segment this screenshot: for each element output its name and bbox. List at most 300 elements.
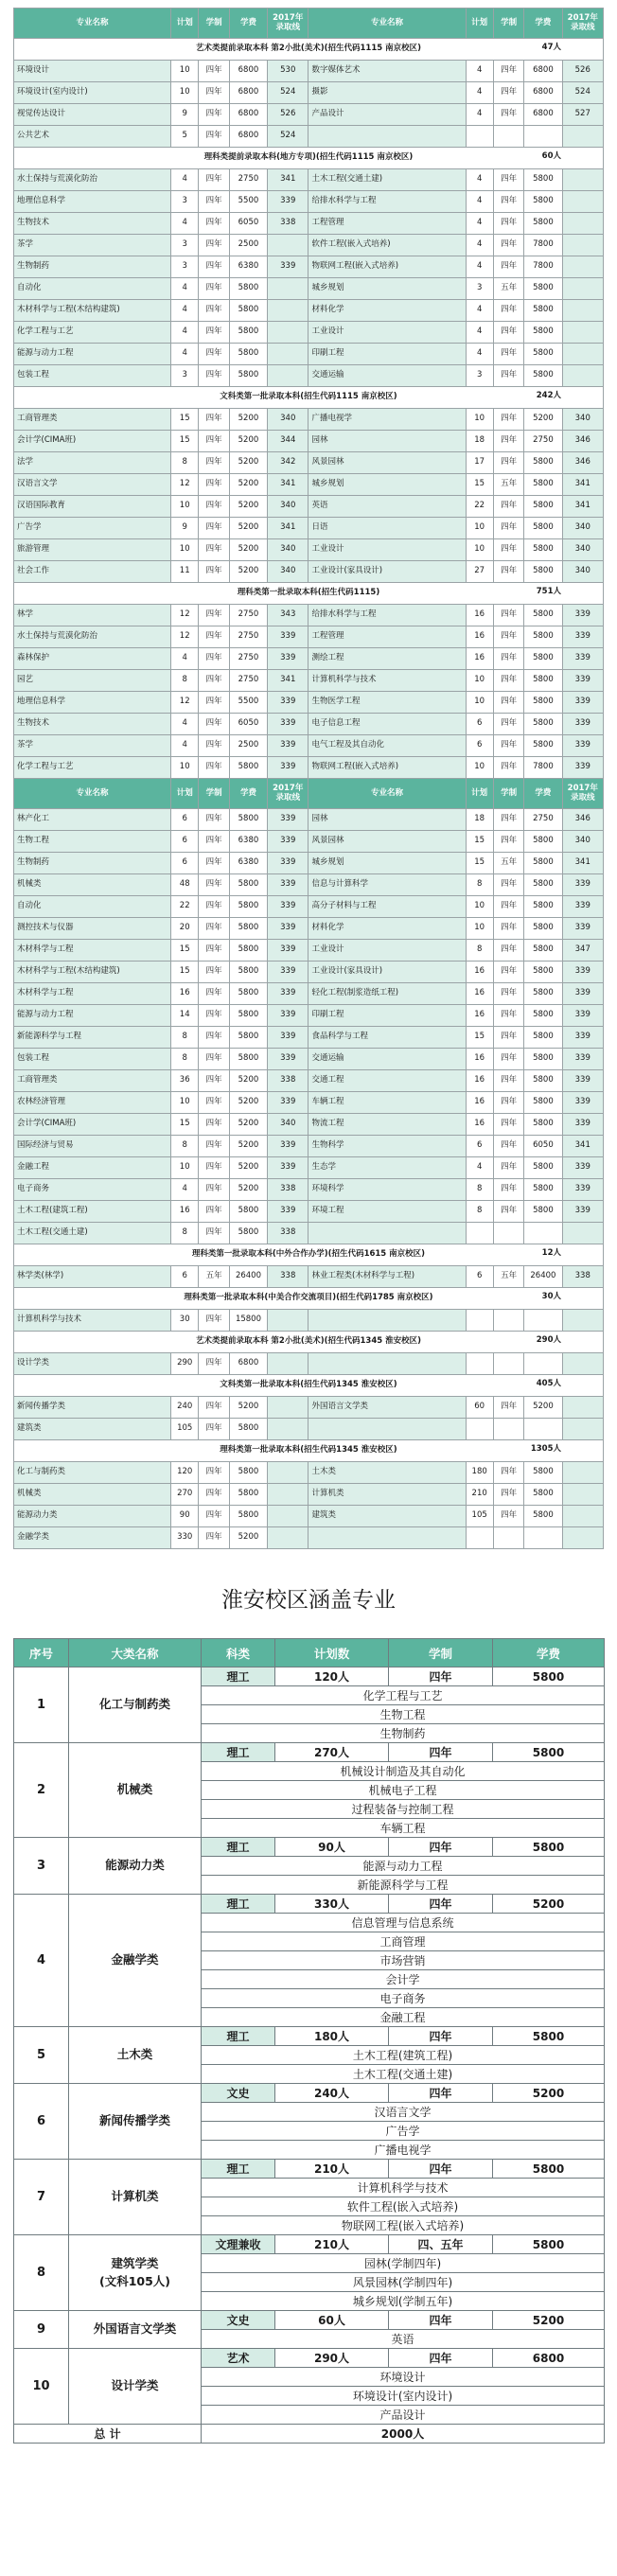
value-cell: 16: [466, 983, 493, 1005]
value-cell: 339: [562, 605, 604, 626]
section-count: 47人: [541, 43, 561, 52]
section-row: [14, 39, 604, 61]
major-name-cell: 工业设计: [308, 322, 466, 344]
value-cell: 四年: [199, 962, 230, 983]
category-type: 文理兼收: [202, 2235, 275, 2254]
value-cell: 8: [466, 1179, 493, 1201]
value-cell: 8: [171, 452, 199, 474]
value-cell: 5800: [229, 300, 267, 322]
major-name-cell: 高分子材料与工程: [308, 896, 466, 918]
category-number: 6: [14, 2084, 69, 2160]
table-row: [14, 1527, 604, 1549]
value-cell: 27: [466, 561, 493, 583]
value-cell: 30: [171, 1310, 199, 1332]
major-name-cell: 环境科学: [308, 1179, 466, 1201]
value-cell: 339: [268, 735, 308, 757]
value-cell: 四年: [199, 300, 230, 322]
column-header: 学制: [493, 9, 524, 39]
value-cell: 四年: [493, 431, 524, 452]
value-cell: 四年: [199, 322, 230, 344]
value-cell: [562, 1527, 604, 1549]
table-row: [14, 82, 604, 104]
value-cell: 5800: [524, 1462, 562, 1484]
section-title: [14, 1332, 604, 1353]
major-name: 机械电子工程: [202, 1781, 605, 1800]
value-cell: 6380: [229, 831, 267, 853]
value-cell: 339: [268, 1049, 308, 1070]
value-cell: 339: [562, 1201, 604, 1223]
value-cell: 5800: [524, 983, 562, 1005]
value-cell: 338: [268, 1266, 308, 1288]
table-row: [14, 518, 604, 539]
value-cell: 四年: [199, 1419, 230, 1440]
category-number: 4: [14, 1895, 69, 2027]
value-cell: 四年: [199, 874, 230, 896]
value-cell: 8: [171, 670, 199, 692]
value-cell: 四年: [493, 104, 524, 126]
value-cell: 339: [268, 853, 308, 874]
value-cell: 6: [171, 809, 199, 831]
table-row: [14, 1419, 604, 1440]
major-name: 能源与动力工程: [202, 1857, 605, 1876]
value-cell: 105: [171, 1419, 199, 1440]
major-name-cell: 城乡规划: [308, 853, 466, 874]
value-cell: 6800: [229, 126, 267, 148]
value-cell: 15: [466, 853, 493, 874]
value-cell: [562, 1223, 604, 1244]
category-name-text: 新闻传播学类: [98, 2113, 170, 2128]
major-name: 土木工程(交通土建): [202, 2065, 605, 2084]
section-label: 理科类第一批录取本科(中外合作办学)(招生代码1615 南京校区): [191, 1249, 426, 1260]
value-cell: 340: [562, 539, 604, 561]
section-title: [14, 148, 604, 169]
major-name-cell: 工程管理: [308, 213, 466, 235]
section-count: 242人: [536, 391, 561, 400]
value-cell: 339: [268, 874, 308, 896]
table-row: [14, 235, 604, 256]
value-cell: [268, 1397, 308, 1419]
value-cell: 22: [466, 496, 493, 518]
major-name-cell: 生物工程: [14, 831, 171, 853]
category-type: 理工: [202, 1743, 275, 1762]
total-value: 2000人: [202, 2425, 605, 2444]
value-cell: 2750: [229, 626, 267, 648]
value-cell: 8: [171, 1027, 199, 1049]
major-name: 工商管理: [202, 1932, 605, 1951]
value-cell: 3: [466, 278, 493, 300]
value-cell: 339: [268, 1005, 308, 1027]
value-cell: 341: [562, 496, 604, 518]
value-cell: 5500: [229, 191, 267, 213]
category-type: 文史: [202, 2311, 275, 2330]
category-number: 10: [14, 2349, 69, 2425]
value-cell: 15: [171, 1114, 199, 1136]
category-fee: 5800: [493, 2027, 605, 2046]
section-label: 理科类提前录取本科(地方专项)(招生代码1115 南京校区): [203, 152, 414, 163]
table-row: [14, 561, 604, 583]
column-header: 计划: [466, 9, 493, 39]
value-cell: 5800: [524, 518, 562, 539]
category-number: 5: [14, 2027, 69, 2084]
value-cell: 12: [171, 474, 199, 496]
category-years: 四年: [389, 2311, 493, 2330]
major-name-cell: 自动化: [14, 278, 171, 300]
value-cell: 5200: [229, 1157, 267, 1179]
value-cell: 5800: [524, 1092, 562, 1114]
value-cell: 339: [268, 896, 308, 918]
value-cell: 339: [268, 1201, 308, 1223]
section-row: [14, 148, 604, 169]
value-cell: 5800: [524, 1506, 562, 1527]
value-cell: 14: [171, 1005, 199, 1027]
value-cell: 四年: [199, 918, 230, 940]
value-cell: 6800: [229, 82, 267, 104]
value-cell: 四年: [493, 735, 524, 757]
major-name: 英语: [202, 2330, 605, 2349]
value-cell: 5800: [524, 213, 562, 235]
value-cell: 5200: [229, 518, 267, 539]
value-cell: 四年: [199, 431, 230, 452]
value-cell: 四年: [199, 496, 230, 518]
table-row: [14, 1027, 604, 1049]
major-name-cell: 物流工程: [308, 1114, 466, 1136]
table-row: [14, 962, 604, 983]
table-row: [14, 648, 604, 670]
value-cell: 四年: [493, 1397, 524, 1419]
major-name: 城乡规划(学制五年): [202, 2292, 605, 2311]
value-cell: 524: [268, 82, 308, 104]
table-row: [14, 1266, 604, 1288]
value-cell: 4: [466, 191, 493, 213]
value-cell: 339: [562, 983, 604, 1005]
category-type: 理工: [202, 1838, 275, 1857]
value-cell: 339: [268, 940, 308, 962]
value-cell: 341: [268, 670, 308, 692]
value-cell: 四年: [199, 518, 230, 539]
value-cell: 四年: [493, 1114, 524, 1136]
value-cell: 2750: [229, 169, 267, 191]
value-cell: 4: [466, 235, 493, 256]
value-cell: 15800: [229, 1310, 267, 1332]
value-cell: 四年: [493, 940, 524, 962]
value-cell: 四年: [199, 365, 230, 387]
table-row: [14, 1201, 604, 1223]
value-cell: [562, 1397, 604, 1419]
table-row: [14, 831, 604, 853]
value-cell: 339: [562, 1092, 604, 1114]
value-cell: 339: [562, 670, 604, 692]
category-row: [14, 2027, 605, 2046]
column-header: 学费: [229, 9, 267, 39]
value-cell: 338: [268, 1179, 308, 1201]
value-cell: 四年: [493, 714, 524, 735]
major-name-cell: 林业工程类(木材科学与工程): [308, 1266, 466, 1288]
value-cell: 四年: [199, 1157, 230, 1179]
value-cell: 105: [466, 1506, 493, 1527]
value-cell: 8: [171, 1223, 199, 1244]
category-plan: 270人: [275, 1743, 389, 1762]
value-cell: 四年: [199, 278, 230, 300]
major-name-cell: 旅游管理: [14, 539, 171, 561]
value-cell: 四年: [199, 169, 230, 191]
value-cell: 四年: [199, 940, 230, 962]
value-cell: [562, 1462, 604, 1484]
value-cell: 9: [171, 104, 199, 126]
value-cell: [562, 1310, 604, 1332]
value-cell: 6: [466, 1136, 493, 1157]
value-cell: 4: [171, 714, 199, 735]
value-cell: 10: [171, 757, 199, 779]
value-cell: 339: [268, 626, 308, 648]
major-name-cell: 工业设计: [308, 539, 466, 561]
value-cell: 5200: [229, 409, 267, 431]
value-cell: 339: [562, 1005, 604, 1027]
value-cell: 四年: [493, 831, 524, 853]
value-cell: 四年: [493, 1092, 524, 1114]
section-label: 文科类第一批录取本科(招生代码1115 南京校区): [220, 392, 397, 402]
table-row: [14, 169, 604, 191]
table-row: [14, 874, 604, 896]
category-row: [14, 2235, 605, 2254]
major-name: 会计学: [202, 1970, 605, 1989]
value-cell: 四年: [199, 61, 230, 82]
value-cell: 8: [466, 940, 493, 962]
total-row: [14, 2425, 605, 2444]
value-cell: 5800: [524, 670, 562, 692]
value-cell: [466, 1527, 493, 1549]
value-cell: 5800: [524, 853, 562, 874]
value-cell: 9: [171, 518, 199, 539]
category-plan: 330人: [275, 1895, 389, 1914]
major-name-cell: 茶学: [14, 735, 171, 757]
value-cell: 四年: [493, 1462, 524, 1484]
value-cell: 四年: [493, 757, 524, 779]
value-cell: 339: [268, 256, 308, 278]
major-name-cell: 物联网工程(嵌入式培养): [308, 256, 466, 278]
table-row: [14, 344, 604, 365]
value-cell: 339: [268, 1092, 308, 1114]
value-cell: 5800: [229, 809, 267, 831]
value-cell: 339: [562, 962, 604, 983]
value-cell: 5200: [229, 452, 267, 474]
value-cell: 15: [466, 1027, 493, 1049]
value-cell: [562, 1484, 604, 1506]
major-name-cell: 工商管理类: [14, 1070, 171, 1092]
column-header: 序号: [14, 1639, 69, 1667]
major-name-cell: 印刷工程: [308, 344, 466, 365]
value-cell: [268, 235, 308, 256]
value-cell: 339: [562, 1179, 604, 1201]
value-cell: 12: [171, 605, 199, 626]
section-title: [14, 387, 604, 409]
value-cell: 5800: [524, 496, 562, 518]
major-name-cell: 能源动力类: [14, 1506, 171, 1527]
category-name: [69, 1895, 202, 2027]
value-cell: 16: [466, 1070, 493, 1092]
value-cell: 210: [466, 1484, 493, 1506]
value-cell: [524, 1353, 562, 1375]
value-cell: 90: [171, 1506, 199, 1527]
value-cell: 6380: [229, 256, 267, 278]
value-cell: 10: [466, 539, 493, 561]
value-cell: 5800: [229, 1506, 267, 1527]
value-cell: 2750: [229, 648, 267, 670]
value-cell: 15: [171, 962, 199, 983]
major-name-cell: 化学工程与工艺: [14, 322, 171, 344]
major-name-cell: 包装工程: [14, 1049, 171, 1070]
major-name: 电子商务: [202, 1989, 605, 2008]
table-row: [14, 940, 604, 962]
value-cell: 10: [171, 1092, 199, 1114]
category-fee: 5200: [493, 1895, 605, 1914]
section-count: 290人: [536, 1335, 561, 1345]
category-name-text: 建筑学类: [111, 2255, 159, 2270]
section-row: [14, 1288, 604, 1310]
major-name-cell: 土木工程(建筑工程): [14, 1201, 171, 1223]
value-cell: 四年: [199, 1027, 230, 1049]
value-cell: 四年: [493, 365, 524, 387]
major-name: 计算机科学与技术: [202, 2179, 605, 2197]
value-cell: 四年: [493, 1049, 524, 1070]
value-cell: 四年: [493, 300, 524, 322]
value-cell: 16: [466, 626, 493, 648]
column-header: 计划: [171, 9, 199, 39]
major-name-cell: 林学: [14, 605, 171, 626]
value-cell: 338: [268, 1070, 308, 1092]
value-cell: 四年: [493, 1201, 524, 1223]
value-cell: 2500: [229, 735, 267, 757]
major-name-cell: 工商管理类: [14, 409, 171, 431]
value-cell: [524, 1527, 562, 1549]
category-fee: 5800: [493, 2235, 605, 2254]
value-cell: 5800: [229, 983, 267, 1005]
major-name-cell: [308, 1419, 466, 1440]
value-cell: 3: [171, 235, 199, 256]
value-cell: 四年: [493, 539, 524, 561]
value-cell: 339: [562, 918, 604, 940]
major-name-cell: 工业设计(家具设计): [308, 962, 466, 983]
value-cell: 5800: [524, 735, 562, 757]
section-count: 1305人: [530, 1444, 561, 1454]
column-header: 学制: [493, 779, 524, 809]
value-cell: 五年: [493, 1266, 524, 1288]
table-row: [14, 61, 604, 82]
value-cell: 5500: [229, 692, 267, 714]
value-cell: 四年: [199, 809, 230, 831]
category-years: 四年: [389, 1838, 493, 1857]
value-cell: 339: [268, 809, 308, 831]
value-cell: 5800: [229, 918, 267, 940]
value-cell: 340: [268, 1114, 308, 1136]
major-name-cell: 能源与动力工程: [14, 344, 171, 365]
major-name-cell: 物联网工程(嵌入式培养): [308, 757, 466, 779]
value-cell: 5800: [524, 648, 562, 670]
category-name-note: (文科105人): [98, 2273, 171, 2288]
value-cell: 四年: [199, 983, 230, 1005]
category-plan: 60人: [275, 2311, 389, 2330]
value-cell: 四年: [199, 1179, 230, 1201]
value-cell: [493, 1419, 524, 1440]
major-name-cell: 日语: [308, 518, 466, 539]
value-cell: 5200: [229, 431, 267, 452]
column-header: 学制: [389, 1639, 493, 1667]
value-cell: 12: [171, 626, 199, 648]
table-row: [14, 1310, 604, 1332]
value-cell: 五年: [199, 1266, 230, 1288]
value-cell: 339: [562, 735, 604, 757]
value-cell: [493, 1353, 524, 1375]
value-cell: 四年: [199, 1527, 230, 1549]
value-cell: 6: [466, 735, 493, 757]
category-type: 理工: [202, 2160, 275, 2179]
value-cell: 339: [268, 757, 308, 779]
value-cell: 5200: [229, 1092, 267, 1114]
value-cell: 530: [268, 61, 308, 82]
value-cell: 16: [466, 962, 493, 983]
value-cell: [268, 1506, 308, 1527]
major-name-cell: 能源与动力工程: [14, 1005, 171, 1027]
value-cell: 5800: [524, 344, 562, 365]
major-name-cell: 生物科学: [308, 1136, 466, 1157]
category-number: 8: [14, 2235, 69, 2311]
category-years: 四年: [389, 1667, 493, 1686]
value-cell: 338: [268, 1223, 308, 1244]
value-cell: 340: [268, 561, 308, 583]
major-name-cell: 包装工程: [14, 365, 171, 387]
major-name-cell: [308, 1310, 466, 1332]
value-cell: 四年: [493, 322, 524, 344]
major-name-cell: 工程管理: [308, 626, 466, 648]
value-cell: 四年: [199, 191, 230, 213]
value-cell: 6800: [229, 61, 267, 82]
value-cell: 四年: [493, 670, 524, 692]
major-name-cell: 园林: [308, 809, 466, 831]
table-row: [14, 853, 604, 874]
category-plan: 210人: [275, 2160, 389, 2179]
column-header: 专业名称: [14, 779, 171, 809]
value-cell: 6800: [524, 61, 562, 82]
value-cell: [268, 1462, 308, 1484]
value-cell: 8: [466, 874, 493, 896]
value-cell: 5200: [229, 1527, 267, 1549]
value-cell: 4: [466, 82, 493, 104]
value-cell: 338: [268, 213, 308, 235]
value-cell: 339: [268, 1027, 308, 1049]
value-cell: 四年: [199, 452, 230, 474]
value-cell: 四年: [199, 692, 230, 714]
major-name-cell: 园艺: [14, 670, 171, 692]
value-cell: [562, 300, 604, 322]
value-cell: [562, 278, 604, 300]
major-name: 汉语言文学: [202, 2103, 605, 2122]
value-cell: 15: [466, 474, 493, 496]
value-cell: 180: [466, 1462, 493, 1484]
value-cell: 340: [562, 561, 604, 583]
category-plan: 240人: [275, 2084, 389, 2103]
category-years: 四年: [389, 2084, 493, 2103]
value-cell: 四年: [493, 496, 524, 518]
value-cell: 120: [171, 1462, 199, 1484]
value-cell: 5200: [229, 561, 267, 583]
column-header: 科类: [202, 1639, 275, 1667]
value-cell: 340: [562, 409, 604, 431]
value-cell: 5800: [229, 874, 267, 896]
category-number: 3: [14, 1838, 69, 1895]
category-type: 艺术: [202, 2349, 275, 2368]
value-cell: 7800: [524, 235, 562, 256]
value-cell: 16: [171, 983, 199, 1005]
major-name: 车辆工程: [202, 1819, 605, 1838]
